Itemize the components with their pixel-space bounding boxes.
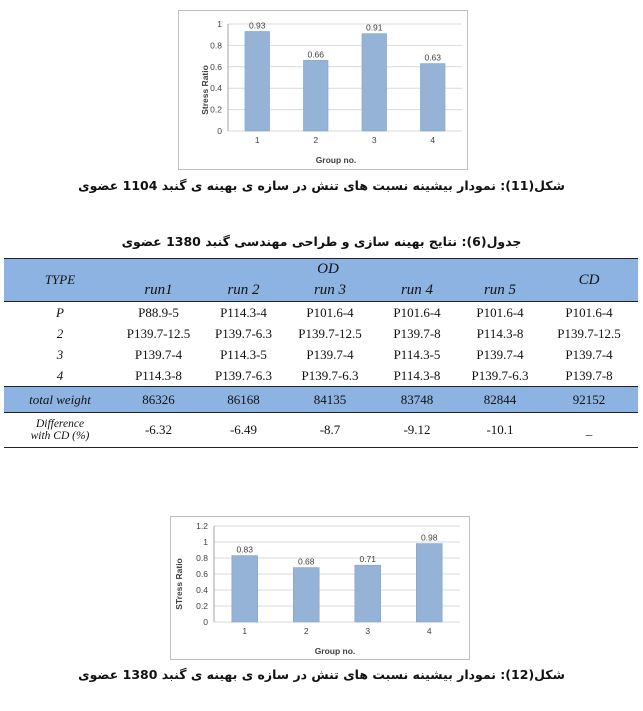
y-tick-label: 0.4 xyxy=(196,585,208,595)
x-tick-label: 3 xyxy=(371,135,377,145)
bar-group-2 xyxy=(303,60,328,131)
table-cell: P139.7-6.3 xyxy=(214,367,273,383)
y-tick-label: 0.8 xyxy=(196,553,208,563)
table-cell: P139.7-4 xyxy=(476,346,524,362)
chart2-y-axis-label: STress Ratio xyxy=(174,558,184,610)
bar-group-1 xyxy=(232,556,258,622)
data-label: 0.63 xyxy=(424,52,442,63)
row-label: 2 xyxy=(56,325,64,341)
x-tick-label: 1 xyxy=(242,626,248,636)
y-tick-label: 0 xyxy=(203,617,208,627)
y-tick-label: 0 xyxy=(217,126,222,136)
data-label: 0.98 xyxy=(420,532,438,543)
table-cell: 86168 xyxy=(227,391,260,407)
table-cell: P114.3-5 xyxy=(220,346,267,362)
type-header: TYPE xyxy=(44,272,76,287)
optimization-results-table xyxy=(4,258,638,448)
table-cell: P114.3-5 xyxy=(393,346,441,362)
table-row xyxy=(4,365,638,387)
table-row xyxy=(4,302,638,324)
total-weight-row xyxy=(4,387,638,413)
table-cell: P114.3-8 xyxy=(393,367,441,383)
run-header: run 4 xyxy=(400,281,434,298)
data-label: 0.66 xyxy=(307,49,325,60)
table-cell: P139.7-4 xyxy=(134,346,183,362)
x-tick-label: 3 xyxy=(365,626,371,636)
table-cell: P114.3-8 xyxy=(476,325,524,341)
x-tick-label: 4 xyxy=(426,626,432,636)
data-label: 0.93 xyxy=(248,20,266,31)
table-cell: P114.3-4 xyxy=(220,304,267,320)
data-label: 0.83 xyxy=(236,544,254,555)
bar-group-4 xyxy=(416,544,442,622)
difference-row xyxy=(4,413,638,448)
y-tick-label: 0.2 xyxy=(210,104,222,115)
bar-group-4 xyxy=(420,64,445,131)
chart1-x-axis-label: Group no. xyxy=(315,155,357,165)
data-label: 0.68 xyxy=(297,556,315,567)
y-tick-label: 0.8 xyxy=(210,40,222,51)
table-row xyxy=(4,344,638,365)
figure-11-caption: شکل(11): نمودار بیشینه نسبت های تنش در سازه ی بهینه ی گنبد 1104 عضوی xyxy=(78,178,565,193)
x-tick-label: 4 xyxy=(430,135,436,145)
y-tick-label: 1 xyxy=(217,19,222,29)
y-tick-label: 1 xyxy=(203,537,208,547)
y-tick-label: 1.2 xyxy=(196,521,208,531)
table-cell: P139.7-6.3 xyxy=(214,325,273,341)
data-label: 0.71 xyxy=(359,554,377,565)
bar-group-1 xyxy=(245,31,270,131)
table-cell: P101.6-4 xyxy=(393,304,441,320)
table-cell: -9.12 xyxy=(403,422,431,437)
run-header: run 5 xyxy=(483,281,517,298)
table-6-caption: جدول(6): نتایج بهینه سازی و طراحی مهندسی گنبد 1380 عضوی xyxy=(121,234,522,249)
bar-group-3 xyxy=(355,565,381,622)
y-tick-label: 0.6 xyxy=(196,569,208,579)
chart1-y-axis-label: Stress Ratio xyxy=(200,65,210,115)
x-tick-label: 1 xyxy=(254,135,260,145)
run-header: run1 xyxy=(144,281,173,298)
row-label: P xyxy=(56,304,64,320)
run-header: run 3 xyxy=(313,281,347,298)
table-cell: P101.6-4 xyxy=(306,304,354,320)
bar-group-3 xyxy=(362,34,387,131)
table-cell: -8.7 xyxy=(319,422,341,437)
table-cell: P114.3-8 xyxy=(135,367,182,383)
data-label: 0.91 xyxy=(365,22,383,33)
table-cell: _ xyxy=(585,422,593,437)
y-tick-label: 0.2 xyxy=(196,601,208,611)
row-label: 4 xyxy=(56,367,64,383)
table-cell: P139.7-4 xyxy=(306,346,354,362)
table-cell: 82844 xyxy=(483,391,517,407)
table-cell: -10.1 xyxy=(486,422,514,437)
row-label: Difference with CD (%) xyxy=(30,418,90,442)
table-cell: P88.9-5 xyxy=(138,304,179,320)
od-header: OD xyxy=(317,260,339,277)
table-cell: 83748 xyxy=(400,391,434,407)
table-cell: 84135 xyxy=(313,391,347,407)
stress-ratio-chart-1104 xyxy=(178,10,468,170)
table-cell: P101.6-4 xyxy=(476,304,524,320)
y-tick-label: 0.6 xyxy=(210,61,222,72)
table-cell: 86326 xyxy=(142,391,175,407)
x-tick-label: 2 xyxy=(303,626,309,636)
table-cell: P139.7-12.5 xyxy=(298,325,362,341)
table-cell: -6.32 xyxy=(144,422,173,437)
y-tick-label: 0.4 xyxy=(210,83,222,94)
table-cell: 92152 xyxy=(572,391,606,407)
table-cell: P139.7-12.5 xyxy=(126,325,191,341)
table-cell: P139.7-4 xyxy=(565,346,613,362)
row-label: total weight xyxy=(29,391,91,407)
row-label: 3 xyxy=(56,346,64,362)
table-cell: P139.7-8 xyxy=(565,367,613,383)
chart2-x-axis-label: Group no. xyxy=(314,646,356,656)
stress-ratio-chart-1380 xyxy=(170,516,470,660)
bar-group-2 xyxy=(293,568,319,622)
table-cell: P139.7-8 xyxy=(393,325,441,341)
x-tick-label: 2 xyxy=(313,135,319,145)
figure-12-caption: شکل(12): نمودار بیشینه نسبت های تنش در سازه ی بهینه ی گنبد 1380 عضوی xyxy=(78,667,565,682)
table-cell: P139.7-6.3 xyxy=(471,367,529,383)
table-cell: P101.6-4 xyxy=(565,304,613,320)
table-cell: P139.7-6.3 xyxy=(301,367,359,383)
table-cell: -6.49 xyxy=(229,422,258,437)
table-row xyxy=(4,323,638,344)
cd-header: CD xyxy=(578,271,600,288)
run-header: run 2 xyxy=(227,281,260,298)
table-cell: P139.7-12.5 xyxy=(557,325,621,341)
